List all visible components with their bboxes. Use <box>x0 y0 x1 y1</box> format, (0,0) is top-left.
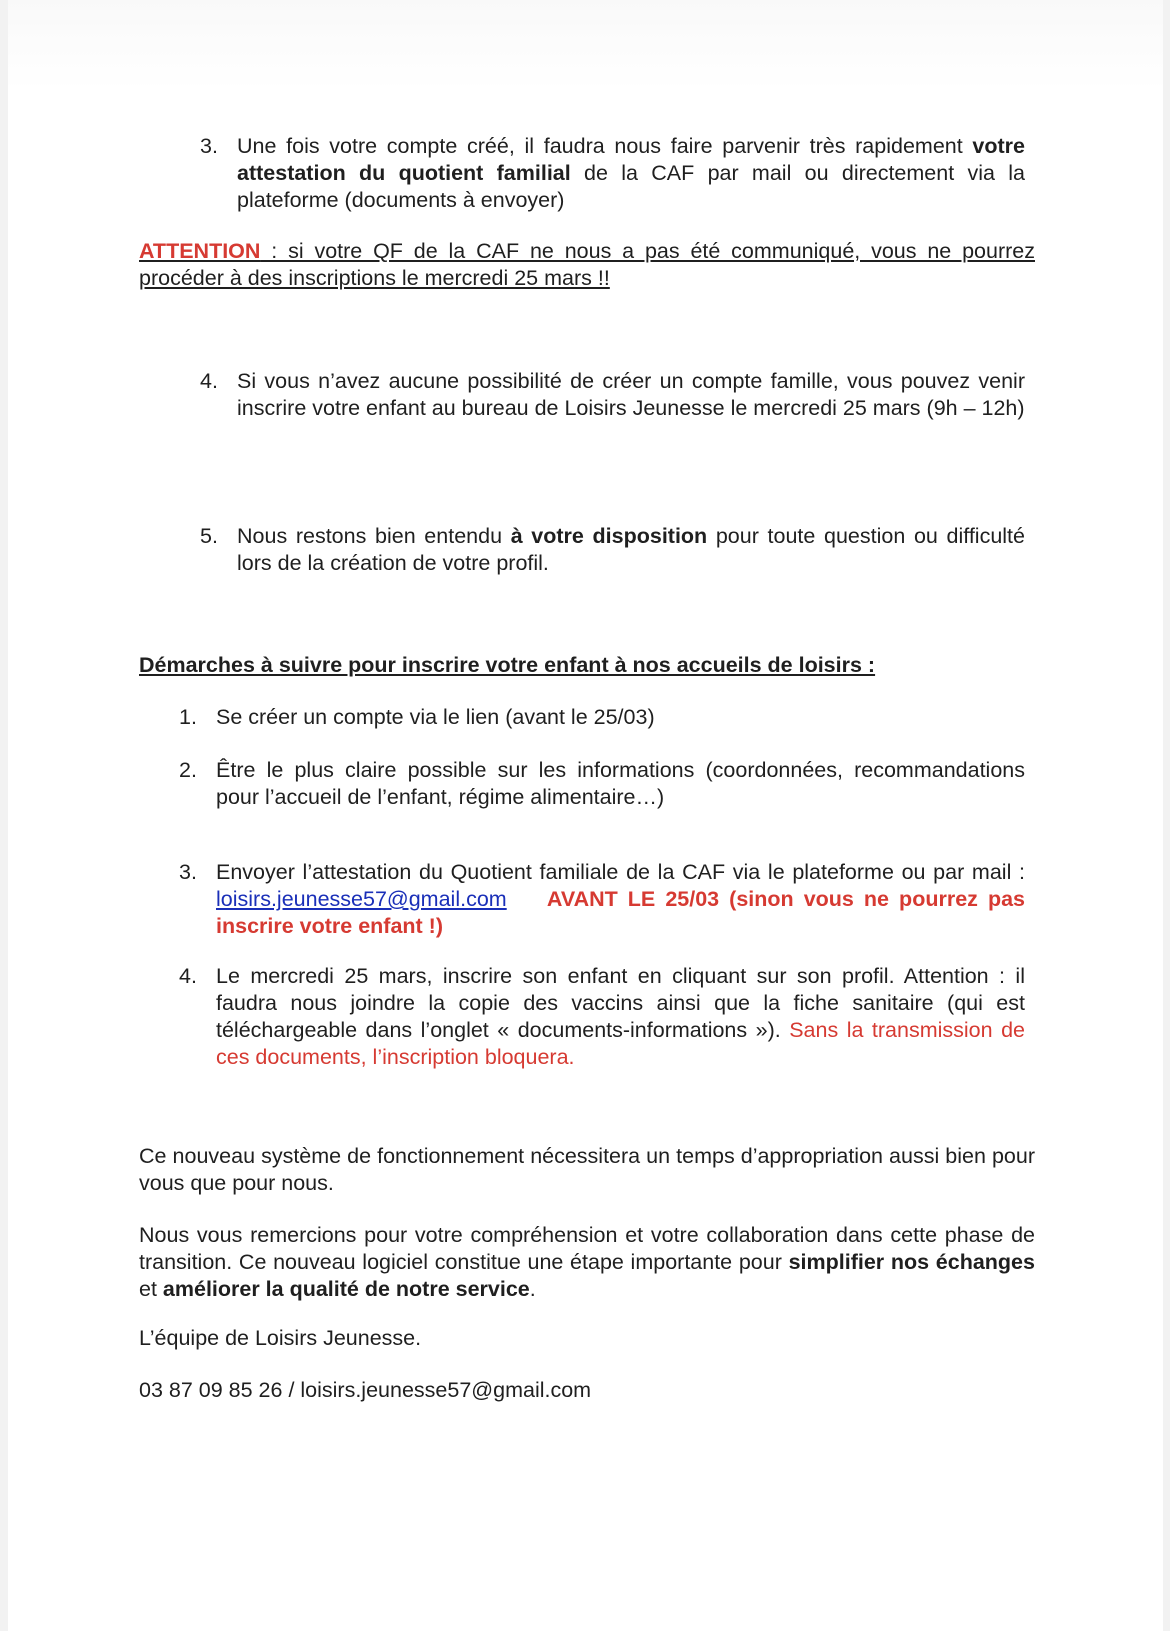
list-item-text: Se créer un compte via le lien (avant le 25/03) <box>216 705 655 729</box>
list-item-text: Une fois votre compte créé, il faudra nous faire parvenir très rapidement votre attestation du quotient familial de la CAF par mail ou directement via la plateforme (documents à envoyer) <box>237 134 1025 212</box>
contact-line: 03 87 09 85 26 / loisirs.jeunesse57@gmail.com <box>139 1378 592 1402</box>
list-item-text: Si vous n’avez aucune possibilité de créer un compte famille, vous pouvez venir inscrire votre enfant au bureau de Loisirs Jeunesse le mercredi 25 mars (9h – 12h) <box>237 369 1025 420</box>
contact-email: loisirs.jeunesse57@gmail.com <box>300 1378 592 1402</box>
list-number: 5. <box>200 524 218 548</box>
list-number: 4. <box>200 369 218 393</box>
signature: L’équipe de Loisirs Jeunesse. <box>139 1326 422 1350</box>
list-item-text: Nous restons bien entendu à votre disposition pour toute question ou difficulté lors de la création de votre profil. <box>237 524 1025 575</box>
attention-label: ATTENTION <box>139 239 261 263</box>
bold-text: à votre disposition <box>510 524 708 548</box>
section-heading: Démarches à suivre pour inscrire votre enfant à nos accueils de loisirs : <box>139 653 876 677</box>
list-item-text: Le mercredi 25 mars, inscrire son enfant en cliquant sur son profil. Attention : il faudra nous joindre la copie des vaccins ainsi que la fiche sanitaire (qui est téléchargeable dans l’onglet « documents-informations »). Sans la transmission de ces documents, l’inscription bloquera. <box>216 964 1025 1069</box>
list-number: 3. <box>179 860 197 884</box>
email-link[interactable]: loisirs.jeunesse57@gmail.com <box>216 887 507 911</box>
phone-number: 03 87 09 85 26 <box>139 1378 283 1402</box>
list-number: 1. <box>179 705 197 729</box>
list-number: 3. <box>200 134 218 158</box>
attention-notice: ATTENTION : si votre QF de la CAF ne nous a pas été communiqué, vous ne pourrez procéder à des inscriptions le mercredi 25 mars !! <box>139 239 1035 290</box>
list-item-text: Être le plus claire possible sur les informations (coordonnées, recommandations pour l’accueil de l’enfant, régime alimentaire…) <box>216 758 1025 809</box>
bold-text: votre attestation du quotient familial <box>237 134 1025 185</box>
page-top-shadow <box>8 0 1163 90</box>
list-number: 4. <box>179 964 197 988</box>
document-page <box>8 0 1163 1631</box>
deadline-warning: AVANT LE 25/03 (sinon vous ne pourrez pas inscrire votre enfant !) <box>216 887 1025 938</box>
closing-paragraph-1: Ce nouveau système de fonctionnement nécessitera un temps d’appropriation aussi bien pour vous que pour nous. <box>139 1144 1035 1195</box>
closing-paragraph-2: Nous vous remercions pour votre compréhension et votre collaboration dans cette phase de transition. Ce nouveau logiciel constitue une étape importante pour simplifier nos échanges et améliorer la qualité de notre service. <box>139 1223 1035 1301</box>
documents-warning: Sans la transmission de ces documents, l’inscription bloquera. <box>216 1018 1025 1069</box>
list-number: 2. <box>179 758 197 782</box>
list-item-text: Envoyer l’attestation du Quotient familiale de la CAF via le plateforme ou par mail : loisirs.jeunesse57@gmail.com AVANT LE 25/03 (sinon vous ne pourrez pas inscrire votre enfant !) <box>216 860 1025 938</box>
